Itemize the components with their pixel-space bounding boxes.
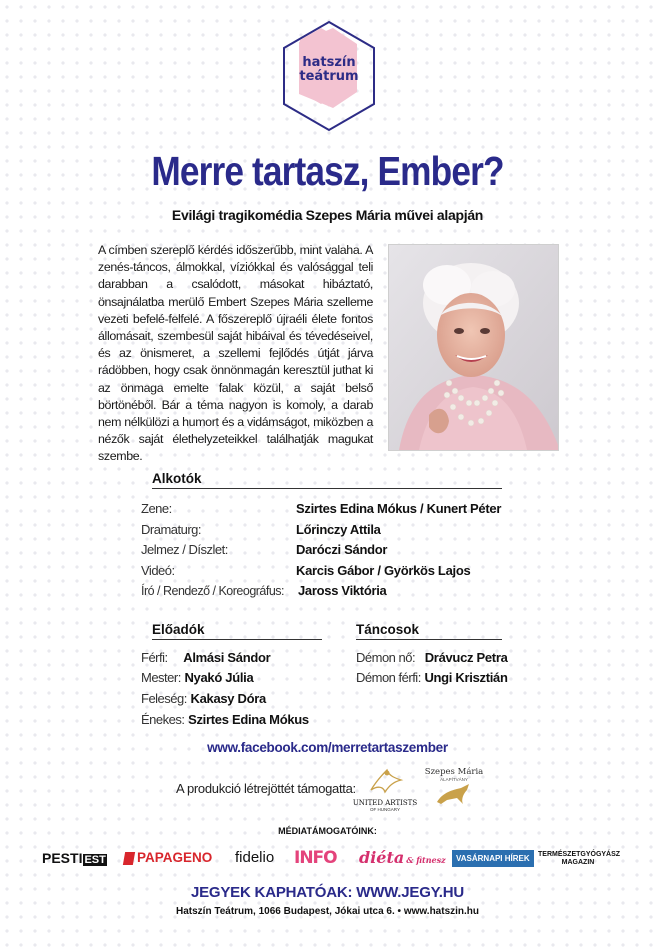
logo-line-2: teátrum bbox=[299, 69, 359, 84]
credit-role: Dramaturg: bbox=[141, 522, 202, 537]
vasarnapi-hirek-logo: VASÁRNAPI HÍREK bbox=[452, 850, 534, 867]
page-title: Merre tartasz, Ember? bbox=[151, 148, 504, 194]
united-artists-logo bbox=[352, 768, 418, 814]
papageno-logo: PAPAGENO bbox=[124, 846, 212, 870]
united-artists-sub: OF HUNGARY bbox=[370, 807, 400, 812]
performer-row: Mester: Nyakó Júlia bbox=[141, 670, 254, 685]
fidelio-logo: fidelio bbox=[235, 849, 275, 866]
credit-name: Daróczi Sándor bbox=[296, 542, 388, 557]
logo-line-1: hatszín bbox=[302, 55, 356, 70]
szepes-name: Szepes Mária bbox=[424, 767, 484, 777]
performers-heading: Előadók bbox=[152, 622, 322, 640]
horse-icon bbox=[433, 782, 475, 806]
dancer-row: Démon férfi: Ungi Krisztián bbox=[356, 670, 508, 685]
credit-row bbox=[141, 540, 228, 560]
performer-row: Énekes: Szirtes Edina Mókus bbox=[141, 712, 309, 727]
dieta-logo: diéta & fitnesz bbox=[359, 848, 446, 867]
credit-row bbox=[141, 499, 172, 519]
page-subtitle: Evilági tragikomédia Szepes Mária művei alapján bbox=[171, 207, 484, 223]
dancer-icon bbox=[365, 768, 405, 794]
dancer-row: Démon nő: Drávucz Petra bbox=[356, 650, 508, 665]
support-label: A produkció létrejöttét támogatta: bbox=[176, 781, 356, 796]
termeszetgyogyasz-logo: TERMÉSZETGYÓGYÁSZ MAGAZIN bbox=[538, 851, 621, 866]
creators-heading: Alkotók bbox=[152, 471, 502, 489]
credit-name: Szirtes Edina Mókus / Kunert Péter bbox=[296, 501, 502, 516]
united-artists-name: UNITED ARTISTS bbox=[352, 799, 418, 807]
theatre-logo bbox=[279, 18, 379, 136]
szepes-maria-logo bbox=[424, 768, 484, 808]
tickets-info[interactable]: JEGYEK KAPHATÓAK: WWW.JEGY.HU bbox=[190, 884, 465, 901]
credit-role: Jelmez / Díszlet: bbox=[141, 542, 228, 557]
credit-name: Jaross Viktória bbox=[298, 583, 387, 598]
credit-role: Zene: bbox=[141, 501, 172, 516]
performer-row: Férfi: Almási Sándor bbox=[141, 650, 271, 665]
info-logo: INFO bbox=[294, 848, 337, 868]
credit-row bbox=[141, 561, 175, 581]
credit-name: Lőrinczy Attila bbox=[296, 522, 381, 537]
credit-row bbox=[141, 520, 201, 540]
pesti-est-logo: PESTI EST bbox=[42, 850, 106, 866]
credit-name: Karcis Gábor / Györkös Lajos bbox=[296, 563, 471, 578]
facebook-link[interactable]: www.facebook.com/merretartaszember bbox=[207, 740, 448, 755]
portrait-photo bbox=[388, 244, 559, 451]
papageno-icon bbox=[123, 852, 135, 865]
credit-row bbox=[141, 581, 284, 601]
description-text: A címben szereplő kérdés időszerűbb, mint valaha. A zenés-táncos, álmokkal, víziókkal és valósággal teli darabban a csalódott, másokat hibáztató, önsajnálatba merülő Embert Szepes Mária szelleme vezeti befelé-felfelé. A főszereplő újraéli élete fontos állomásait, szembesül saját hibáival és tévedéseivel, és az önismeret, a szellemi fejlődés útját járva rádöbben, hogy csak önnönmagán keresztül juthat ki az önmaga emelte falak közül, a saját belső börtönéből. Bár a téma nagyon is komoly, a darab nem nélkülözi a humort és a vidámságot, miközben a nézők saját élethelyzeteikkel találhatják magukat szembe. bbox=[98, 243, 373, 464]
performer-row: Feleség: Kakasy Dóra bbox=[141, 691, 266, 706]
credit-role: Videó: bbox=[141, 563, 175, 578]
dancers-heading: Táncosok bbox=[356, 622, 502, 640]
media-sponsors-heading: MÉDIATÁMOGATÓINK: bbox=[278, 826, 377, 836]
address-line: Hatszín Teátrum, 1066 Budapest, Jókai utca 6. • www.hatszin.hu bbox=[175, 906, 480, 917]
credit-role: Író / Rendező / Koreográfus: bbox=[141, 584, 285, 598]
szepes-sub: ALAPÍTVÁNY bbox=[440, 777, 468, 782]
